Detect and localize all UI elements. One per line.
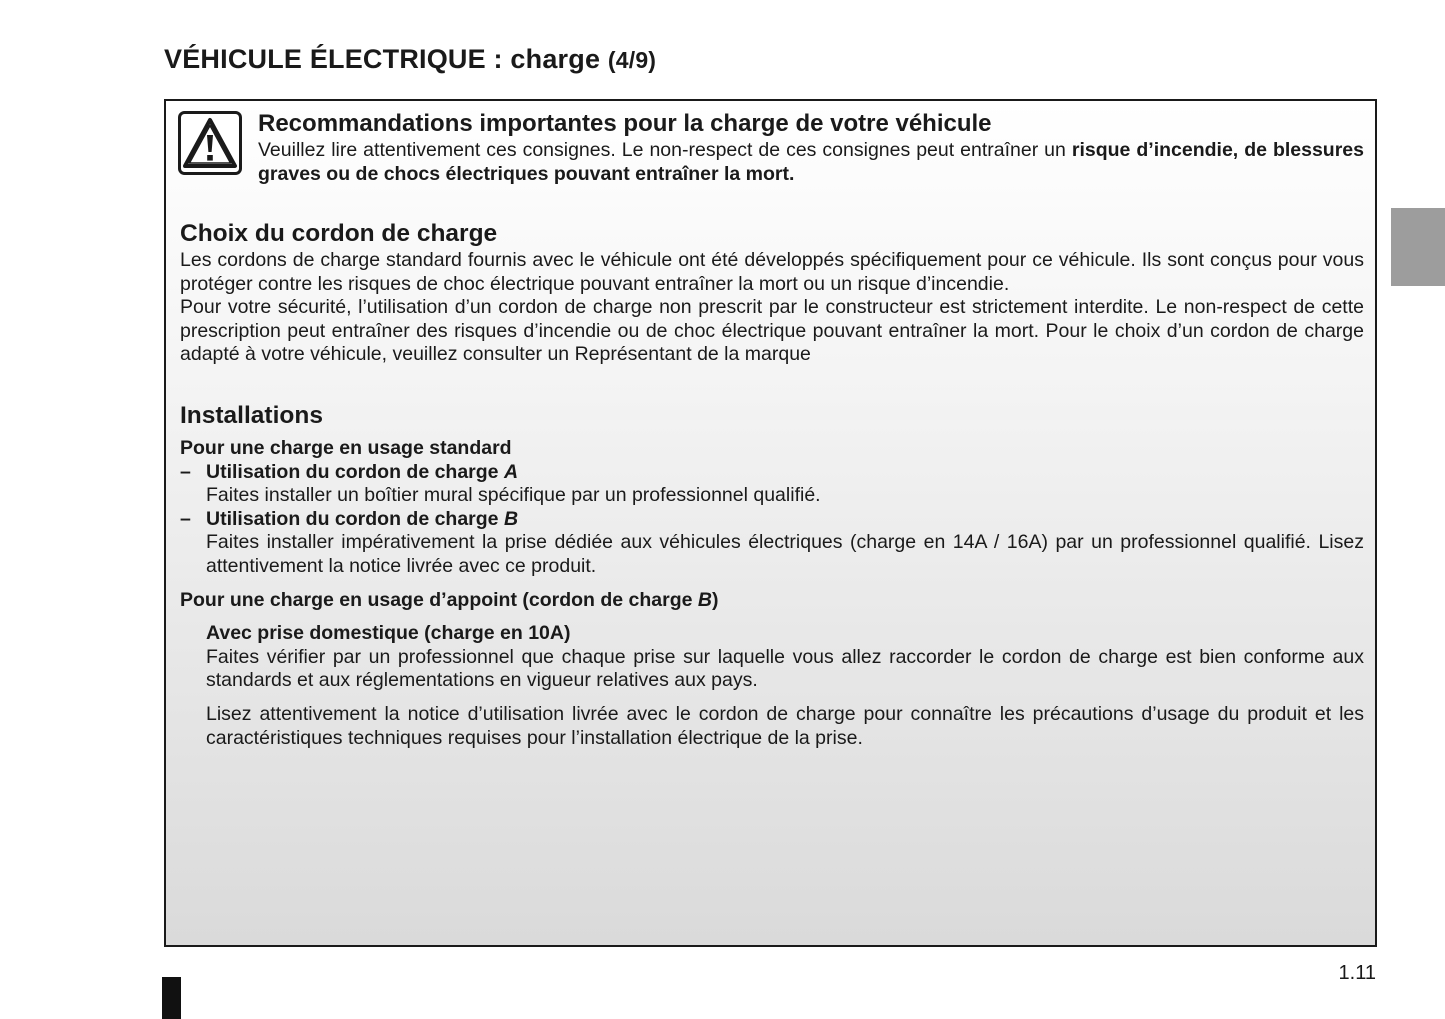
page-corner-mark	[162, 977, 181, 1019]
warning-text-normal: Veuillez lire attentivement ces consignes. Le non-respect de ces consignes peut entraîner un	[258, 139, 1072, 161]
list-dash: –	[180, 460, 191, 483]
domestique-block	[180, 622, 1364, 750]
notice-text: Lisez attentivement la notice d’utilisation livrée avec le cordon de charge pour connaître les précautions d’usage du produit et les caractéristiques techniques requises pour l’installation électrique de la prise.	[206, 702, 1364, 749]
warning-heading: Recommandations importantes pour la charge de votre véhicule	[258, 110, 992, 137]
page-title	[164, 44, 656, 75]
list-item-cordon-b	[180, 508, 1364, 579]
installations-heading: Installations	[180, 402, 323, 429]
section-cordon	[180, 219, 1364, 367]
list-dash: –	[180, 507, 191, 530]
list-item-cordon-a	[180, 461, 1364, 508]
item-a-label: Utilisation du cordon de charge A	[206, 460, 519, 483]
page-number: 1.11	[1338, 962, 1376, 984]
domestique-text: Faites vérifier par un professionnel que chaque prise sur laquelle vous allez raccorder le cordon de charge est bien conforme aux standards et aux réglementations en vigueur relatives aux pays.	[206, 645, 1364, 692]
item-a-text: Faites installer un boîtier mural spécifique par un professionnel qualifié.	[206, 484, 821, 507]
item-a-letter: A	[503, 460, 519, 483]
cordon-paragraph-2: Pour votre sécurité, l’utilisation d’un cordon de charge non prescrit par le constructeur est strictement interdite. Le non-respect de cette prescription peut entraîner des risques d’incendie ou de choc électrique pouvant entraîner la mort. Pour le choix d’un cordon de charge adapté à votre véhicule, veuillez consulter un Représentant de la marque	[180, 296, 1364, 366]
item-b-label: Utilisation du cordon de charge B	[206, 507, 519, 530]
warning-text	[258, 139, 1364, 186]
standard-usage-heading: Pour une charge en usage standard	[180, 437, 512, 459]
cordon-paragraph-1: Les cordons de charge standard fournis avec le véhicule ont été développés spécifiquement pour ce véhicule. Ils sont conçus pour vous protéger contre les risques de choc électrique pouvant entraîner la mort ou un risque d’incendie.	[180, 249, 1364, 295]
appoint-letter: B	[697, 588, 713, 611]
page-title-main: VÉHICULE ÉLECTRIQUE : charge	[164, 44, 601, 74]
appoint-usage-heading: Pour une charge en usage d’appoint (cordon de charge B)	[180, 588, 719, 611]
section-installations	[180, 401, 1364, 750]
item-b-letter: B	[503, 507, 519, 530]
domestique-heading: Avec prise domestique (charge en 10A)	[206, 622, 571, 645]
warning-text-bold: risque d’incendie, de blessures graves ou de chocs électriques pouvant entraîner la mort.	[258, 139, 1364, 185]
cordon-heading: Choix du cordon de charge	[180, 220, 498, 247]
warning-triangle-icon	[178, 111, 242, 175]
item-b-text: Faites installer impérativement la prise dédiée aux véhicules électriques (charge en 14A / 16A) par un professionnel qualifié. Lisez attentivement la notice livrée avec ce produit.	[206, 531, 1364, 577]
warning-header	[258, 109, 1364, 186]
warning-box	[164, 99, 1377, 947]
page-title-part: (4/9)	[607, 47, 657, 73]
chapter-tab	[1391, 208, 1445, 286]
